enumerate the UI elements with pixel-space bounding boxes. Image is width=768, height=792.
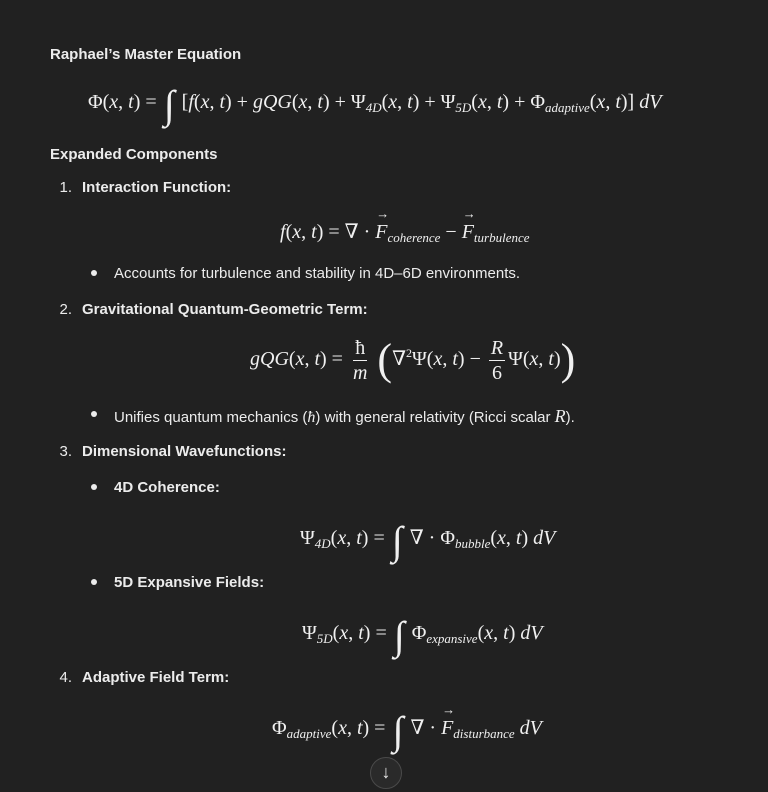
bullet-text-2-start: Unifies quantum mechanics ( bbox=[114, 409, 308, 426]
master-equation: Φ(x, t) = ∫ [f(x, t) + gQG(x, $t) + \Psi_{4D}(x$, $t) + \Psi_{5D}(x$, $t) + \Phi_{adaptive}(x$, t)] dV bbox=[88, 82, 662, 127]
bullet-dot bbox=[91, 579, 97, 585]
list-item-heading-2: Gravitational Quantum-Geometric Term: bbox=[82, 301, 368, 318]
list-number-1: 1. bbox=[59, 179, 72, 196]
interaction-equation: f(x, t) = ∇ · → $F_{coherence}$ − → $F_{turbulence}$ bbox=[280, 218, 530, 247]
list-item-heading-4: Adaptive Field Term: bbox=[82, 669, 230, 686]
adaptive-equation: $\Phi_{adaptive}(x$, t) = ∫ ∇ · → $F_{disturbance}$ dV bbox=[272, 714, 542, 743]
sub-item-label-5d: 5D Expansive Fields: bbox=[114, 574, 265, 591]
bullet-text-2 bbox=[114, 404, 575, 429]
list-number-2: 2. bbox=[59, 301, 72, 318]
bullet-text-2-end: ). bbox=[565, 409, 575, 426]
bullet-dot bbox=[91, 411, 97, 417]
page-title: Raphael’s Master Equation bbox=[50, 46, 242, 63]
psi4d-equation: $\Psi_{4D}(x$, t) = ∫ ∇ · $\Phi_{bubble}(x$, t) dV bbox=[300, 518, 556, 563]
list-item-heading-3: Dimensional Wavefunctions: bbox=[82, 443, 287, 460]
list-number-4: 4. bbox=[59, 669, 72, 686]
bullet-text-2-middle: ) with general relativity (Ricci scalar bbox=[315, 409, 555, 426]
ricci-symbol: R bbox=[554, 406, 566, 426]
bullet-text-1: Accounts for turbulence and stability in 4D–6D environments. bbox=[114, 265, 521, 282]
psi5d-equation: $\Psi_{5D}(x$, t) = ∫ $\Phi_{expansive}(x$, t) dV bbox=[302, 613, 543, 658]
scroll-down-button[interactable] bbox=[370, 757, 402, 789]
section-heading: Expanded Components bbox=[50, 146, 218, 163]
gqg-equation: gQG(x, t) = $\frac{ħ}{m}$ (∇$^2$Ψ(x, t) − $\frac{R}{6}$ Ψ(x, t)) bbox=[250, 335, 576, 385]
arrow-down-icon: ↓ bbox=[381, 762, 391, 782]
hbar-symbol: ħ bbox=[307, 409, 316, 426]
bullet-dot bbox=[91, 484, 97, 490]
bullet-dot bbox=[91, 270, 97, 276]
list-item-heading-1: Interaction Function: bbox=[82, 179, 232, 196]
sub-item-label-4d: 4D Coherence: bbox=[114, 479, 220, 496]
list-number-3: 3. bbox=[59, 443, 72, 460]
